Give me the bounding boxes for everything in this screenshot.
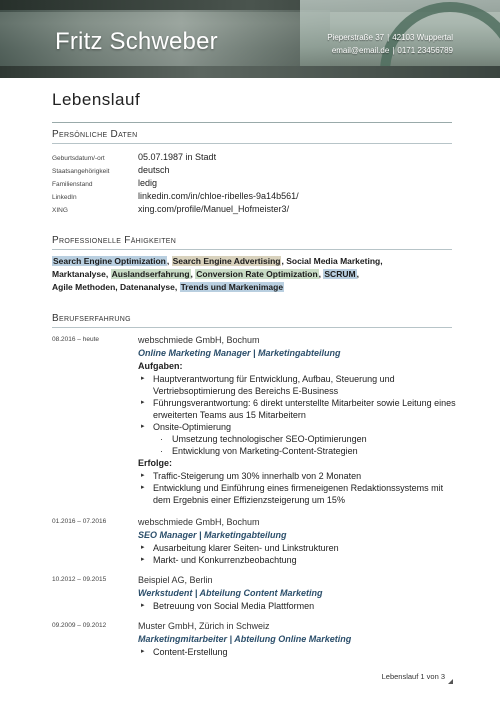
job-role: SEO Manager | Marketingabteilung	[138, 530, 287, 540]
xing-link[interactable]: xing.com/profile/Manuel_Hofmeister3/	[138, 204, 290, 214]
header-photo-rail	[0, 66, 500, 78]
personal-data-value: ledig	[138, 178, 158, 188]
section-divider	[52, 143, 452, 144]
document-title-text: Lebenslauf	[52, 90, 141, 109]
email-link[interactable]: email@email.de	[331, 46, 390, 55]
job-task: ▸ Content-Erstellung	[138, 646, 458, 658]
skill-separator: ,	[166, 256, 172, 266]
header-banner	[0, 0, 500, 78]
skill-tag: Agile Methoden	[52, 282, 116, 292]
job-details	[138, 574, 458, 612]
job-company: Muster GmbH, Zürich in Schweiz	[138, 621, 270, 631]
job-details	[138, 334, 458, 506]
job-company: Beispiel AG, Berlin	[138, 575, 213, 585]
title-divider	[52, 122, 452, 123]
job-results-label: Erfolge:	[138, 458, 173, 468]
skill-tag: Auslandserfahrung	[111, 269, 190, 279]
skill-tag: Marktanalyse	[52, 269, 106, 279]
skill-separator: ,	[105, 269, 111, 279]
contact-phone-email	[327, 44, 453, 57]
personal-data-row	[52, 188, 452, 201]
skill-separator: ,	[356, 269, 359, 279]
section-heading-skills: Professionelle Fähigkeiten	[52, 235, 177, 246]
skill-separator: ,	[174, 282, 180, 292]
section-divider	[52, 327, 452, 328]
job-task: ▸ Markt- und Konkurrenzbeobachtung	[138, 554, 458, 566]
personal-data-row	[52, 201, 452, 214]
job-date: 08.2016 – heute	[52, 336, 99, 343]
skill-separator: ,	[380, 256, 383, 266]
skill-tag: Trends und Markenimage	[180, 282, 284, 292]
personal-data-label: Familienstand	[52, 181, 93, 188]
job-task: ▸ Onsite-Optimierung	[138, 421, 458, 433]
personal-data-table	[52, 149, 452, 214]
personal-data-label: Geburtsdatum/-ort	[52, 155, 105, 162]
job-role: Werkstudent | Abteilung Content Marketing	[138, 588, 323, 598]
job-date: 01.2016 – 07.2016	[52, 518, 107, 525]
skill-tag: Conversion Rate Optimization	[196, 269, 318, 279]
job-details	[138, 620, 458, 658]
job-subtask: · Entwicklung von Marketing-Content-Strategien	[138, 445, 458, 457]
personal-data-label: LinkedIn	[52, 194, 77, 201]
skills-list	[52, 255, 397, 294]
corner-triangle-icon	[448, 679, 453, 684]
personal-data-value: 05.07.1987 in Stadt	[138, 152, 217, 162]
document-title	[52, 90, 140, 110]
skill-tag: Datenanalyse	[120, 282, 175, 292]
job-date: 10.2012 – 09.2015	[52, 576, 107, 583]
skill-tag: Social Media Marketing	[286, 256, 381, 266]
skill-tag: Search Engine Advertising	[172, 256, 281, 266]
personal-data-row	[52, 149, 452, 162]
job-task: ▸ Hauptverantwortung für Entwicklung, Aufbau, Steuerung und Vertriebsoptimierung des Bereichs E-Business	[138, 373, 458, 397]
personal-data-row	[52, 162, 452, 175]
address-street: Pieperstraße 37	[327, 33, 385, 42]
skill-separator: ,	[281, 256, 287, 266]
job-task: ▸ Ausarbeitung klarer Seiten- und Linkstrukturen	[138, 542, 458, 554]
job-company: webschmiede GmbH, Bochum	[138, 335, 260, 345]
page-counter: Lebenslauf 1 von 3	[381, 672, 445, 681]
section-heading-experience: Berufserfahrung	[52, 313, 131, 324]
separator: |	[392, 46, 395, 55]
job-details	[138, 516, 458, 566]
address-city: 42103 Wuppertal	[392, 33, 453, 42]
personal-data-label: XING	[52, 207, 68, 214]
job-result: ▸ Traffic-Steigerung um 30% innerhalb von 2 Monaten	[138, 470, 458, 482]
contact-block	[327, 31, 453, 57]
job-task: ▸ Betreuung von Social Media Plattformen	[138, 600, 458, 612]
job-result: ▸ Entwicklung und Einführung eines firmeneigenen Redaktionssystems mit dem Ergebnis einer Effizienzsteigerung um 15%	[138, 482, 458, 506]
job-tasks-label: Aufgaben:	[138, 361, 183, 371]
separator: |	[387, 33, 390, 42]
personal-data-value: deutsch	[138, 165, 170, 175]
personal-data-row	[52, 175, 452, 188]
applicant-name: Fritz Schweber	[55, 28, 218, 55]
personal-data-label: Staatsangehörigkeit	[52, 168, 110, 175]
skill-separator: ,	[190, 269, 196, 279]
job-subtask: · Umsetzung technologischer SEO-Optimierungen	[138, 433, 458, 445]
skill-separator: ,	[318, 269, 324, 279]
job-company: webschmiede GmbH, Bochum	[138, 517, 260, 527]
section-heading-personal: Persönliche Daten	[52, 129, 138, 140]
job-task: ▸ Führungsverantwortung: 6 direkt unterstellte Mitarbeiter sowie Leitung eines erweiterten Teams aus 15 Mitarbeitern	[138, 397, 458, 421]
phone-number: 0171 23456789	[397, 46, 453, 55]
contact-address	[327, 31, 453, 44]
job-date: 09.2009 – 09.2012	[52, 622, 107, 629]
section-divider	[52, 249, 452, 250]
skill-tag: SCRUM	[324, 269, 356, 279]
linkedin-link[interactable]: linkedin.com/in/chloe-ribelles-9a14b561/	[138, 191, 299, 201]
skill-separator: ,	[115, 282, 121, 292]
job-role: Online Marketing Manager | Marketingabteilung	[138, 348, 341, 358]
skill-tag: Search Engine Optimization	[53, 256, 166, 266]
job-role: Marketingmitarbeiter | Abteilung Online Marketing	[138, 634, 352, 644]
